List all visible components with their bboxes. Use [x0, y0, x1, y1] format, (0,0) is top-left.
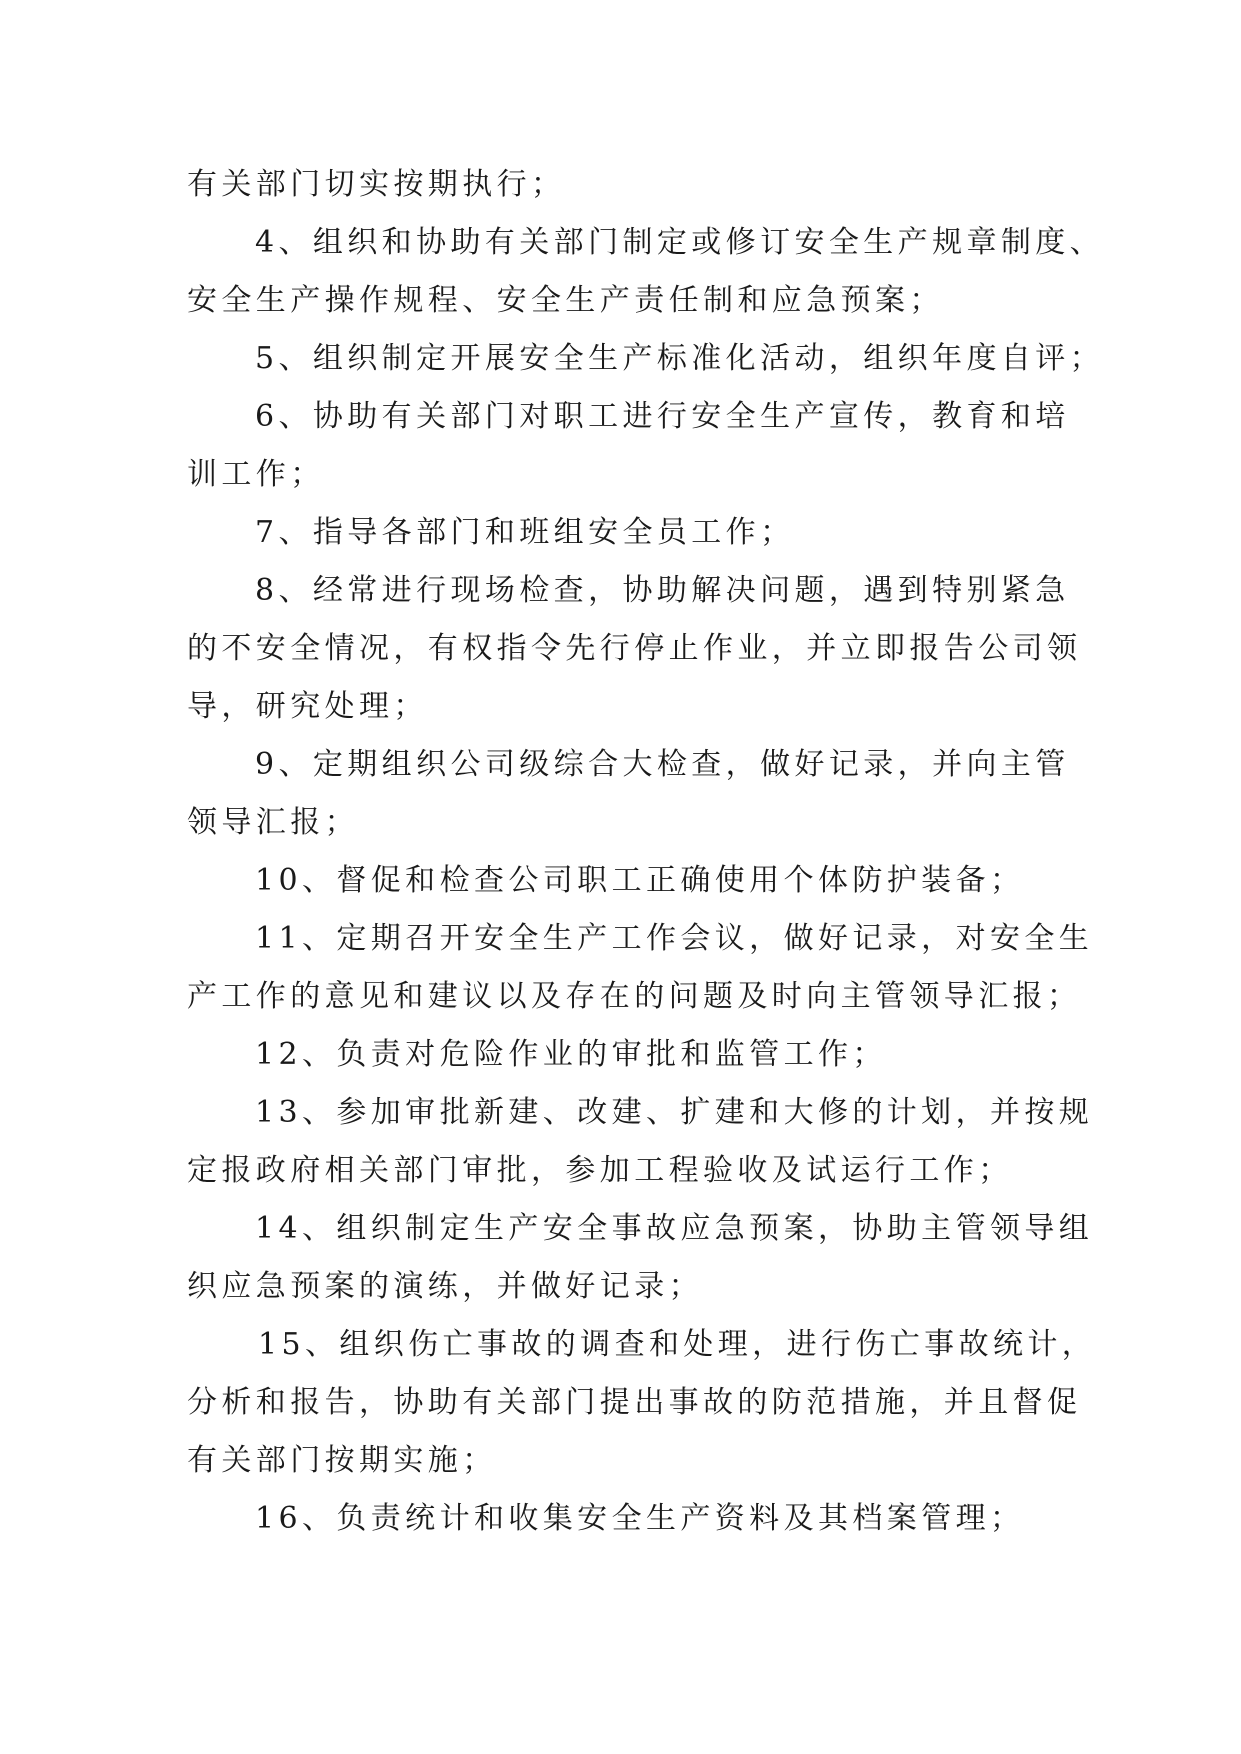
text-line-5: 6、协助有关部门对职工进行安全生产宣传，教育和培	[255, 399, 1070, 434]
text-line-16: 12、负责对危险作业的审批和监管工作；	[255, 1037, 887, 1072]
text-line-10: 导，研究处理；	[187, 689, 428, 724]
text-line-11: 9、定期组织公司级综合大检查，做好记录，并向主管	[255, 747, 1070, 782]
text-line-1: 有关部门切实按期执行；	[187, 167, 566, 202]
text-line-15: 产工作的意见和建议以及存在的问题及时向主管领导汇报；	[187, 979, 1082, 1014]
text-line-12: 领导汇报；	[187, 805, 359, 840]
text-line-13: 10、督促和检查公司职工正确使用个体防护装备；	[255, 863, 1025, 898]
text-line-2: 4、组织和协助有关部门制定或修订安全生产规章制度、	[255, 225, 1105, 260]
text-line-9: 的不安全情况，有权指令先行停止作业，并立即报告公司领	[187, 631, 1082, 666]
text-line-7: 7、指导各部门和班组安全员工作；	[255, 515, 795, 550]
text-line-3: 安全生产操作规程、安全生产责任制和应急预案；	[187, 283, 944, 318]
text-line-4: 5、组织制定开展安全生产标准化活动，组织年度自评；	[255, 341, 1105, 376]
text-line-14: 11、定期召开安全生产工作会议，做好记录，对安全生	[255, 921, 1094, 956]
text-line-23: 有关部门按期实施；	[187, 1443, 497, 1478]
text-line-8: 8、经常进行现场检查，协助解决问题，遇到特别紧急	[255, 573, 1070, 608]
text-line-19: 14、组织制定生产安全事故应急预案，协助主管领导组	[255, 1211, 1094, 1246]
text-line-17: 13、参加审批新建、改建、扩建和大修的计划，并按规	[255, 1095, 1094, 1130]
text-line-24: 16、负责统计和收集安全生产资料及其档案管理；	[255, 1501, 1025, 1536]
text-line-22: 分析和报告，协助有关部门提出事故的防范措施，并且督促	[187, 1385, 1082, 1420]
text-line-21: 15、组织伤亡事故的调查和处理，进行伤亡事故统计，	[258, 1327, 1097, 1362]
text-line-6: 训工作；	[187, 457, 325, 492]
text-line-18: 定报政府相关部门审批，参加工程验收及试运行工作；	[187, 1153, 1013, 1188]
text-line-20: 织应急预案的演练，并做好记录；	[187, 1269, 703, 1304]
